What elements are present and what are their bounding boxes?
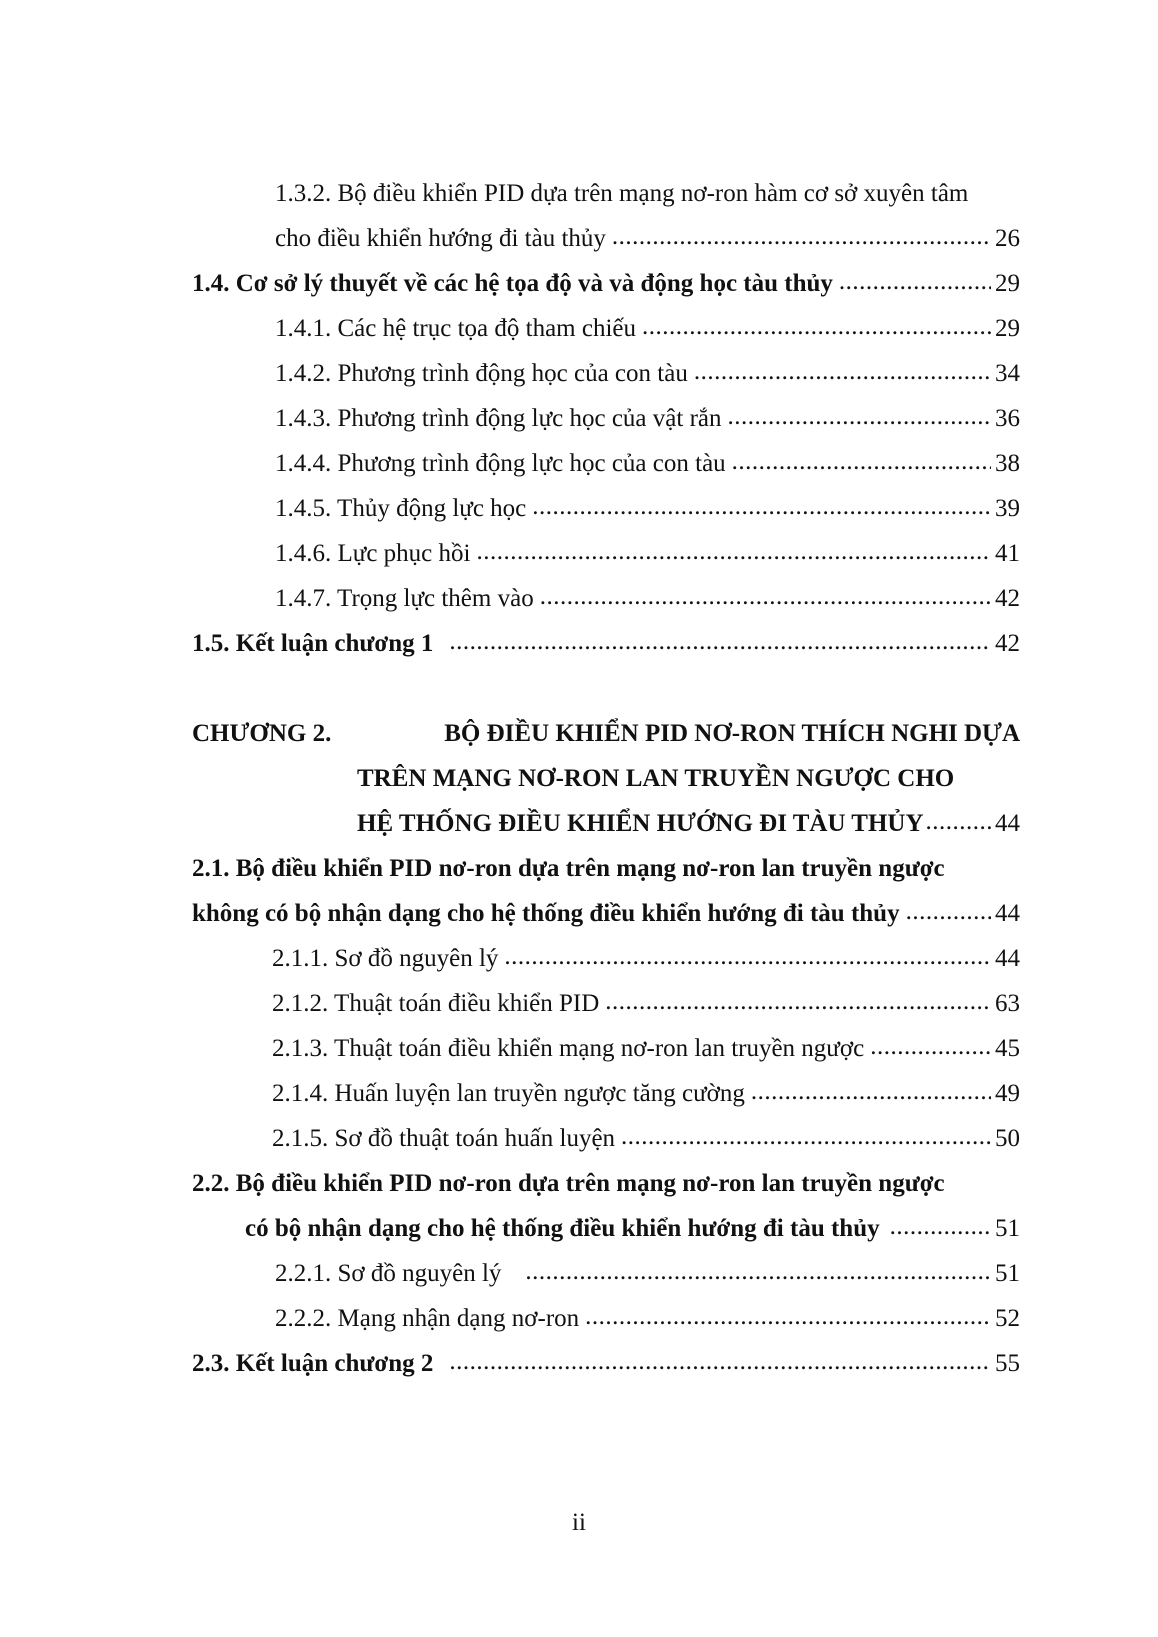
leader-dots xyxy=(621,1114,991,1159)
leader-dots xyxy=(727,394,991,439)
toc-entry-text: 2.2. Bộ điều khiển PID nơ-ron dựa trên mạng nơ-ron lan truyền ngược xyxy=(192,1170,945,1197)
page-number: ii xyxy=(572,1509,586,1536)
toc-entry-text: 2.1.3. Thuật toán điều khiển mạng nơ-ron lan truyền ngược xyxy=(272,1035,865,1062)
toc-entry-1-4-7[interactable] xyxy=(275,576,1020,621)
toc-entry-1-4-4[interactable] xyxy=(275,441,1020,486)
leader-dots xyxy=(642,304,991,349)
toc-entry-2-2-1[interactable] xyxy=(275,1251,1020,1296)
toc-entry-1-5[interactable] xyxy=(192,621,1020,666)
toc-page-number: 29 xyxy=(995,270,1020,297)
toc-page-number: 63 xyxy=(995,990,1020,1017)
toc-entry-text: 2.1.1. Sơ đồ nguyên lý xyxy=(272,945,499,972)
toc-entry-text: 1.4.4. Phương trình động lực học của con tàu xyxy=(275,450,726,477)
leader-dots xyxy=(476,529,991,574)
toc-entry-2-2-2[interactable] xyxy=(275,1296,1020,1341)
toc-entry-2-1-line1 xyxy=(192,846,1020,891)
leader-dots xyxy=(540,574,991,619)
toc-entry-2-2-line1 xyxy=(192,1161,1020,1206)
toc-entry-text: 2.1.5. Sơ đồ thuật toán huấn luyện xyxy=(272,1125,616,1152)
leader-dots xyxy=(612,214,991,259)
chapter-2-heading-line3[interactable] xyxy=(357,801,1020,846)
toc-page-number: 39 xyxy=(995,495,1020,522)
toc-page-number: 51 xyxy=(995,1260,1020,1287)
toc-entry-2-1[interactable] xyxy=(192,891,1020,936)
leader-dots xyxy=(890,1204,991,1249)
toc-entry-text: 2.1. Bộ điều khiển PID nơ-ron dựa trên mạng nơ-ron lan truyền ngược xyxy=(192,855,945,882)
leader-dots xyxy=(732,439,991,484)
toc-page-number: 52 xyxy=(995,1305,1020,1332)
leader-dots xyxy=(525,1249,991,1294)
toc-entry-1-4[interactable] xyxy=(192,261,1020,306)
leader-dots xyxy=(751,1069,991,1114)
toc-entry-1-4-5[interactable] xyxy=(275,486,1020,531)
toc-entry-1-3-2-line1 xyxy=(275,171,1020,216)
toc-entry-text: 1.4. Cơ sở lý thuyết về các hệ tọa độ và và động học tàu thủy xyxy=(192,270,833,297)
toc-entry-2-1-2[interactable] xyxy=(272,981,1020,1026)
toc-page-number: 45 xyxy=(995,1035,1020,1062)
toc-page-number: 41 xyxy=(995,540,1020,567)
toc-page-number: 26 xyxy=(995,225,1020,252)
toc-entry-text: 2.1.4. Huấn luyện lan truyền ngược tăng cường xyxy=(272,1080,745,1107)
toc-entry-text: 2.3. Kết luận chương 2 xyxy=(192,1350,434,1377)
toc-page-number: 42 xyxy=(995,630,1020,657)
toc-entry-text: 1.4.6. Lực phục hồi xyxy=(275,540,471,567)
leader-dots xyxy=(449,619,991,664)
toc-page-number: 36 xyxy=(995,405,1020,432)
toc-entry-text: có bộ nhận dạng cho hệ thống điều khiển hướng đi tàu thủy xyxy=(245,1215,880,1242)
toc-entry-text: 1.4.3. Phương trình động lực học của vật rắn xyxy=(275,405,722,432)
toc-entry-1-4-1[interactable] xyxy=(275,306,1020,351)
leader-dots xyxy=(906,889,991,934)
toc-entry-text: 1.4.2. Phương trình động học của con tàu xyxy=(275,360,688,387)
toc-page-number: 55 xyxy=(995,1350,1020,1377)
toc-entry-text: 2.2.1. Sơ đồ nguyên lý xyxy=(275,1260,502,1287)
leader-dots xyxy=(605,979,991,1024)
toc-entry-1-4-2[interactable] xyxy=(275,351,1020,396)
toc-page-number: 29 xyxy=(995,315,1020,342)
chapter-title-part: BỘ ĐIỀU KHIỂN PID NƠ-RON THÍCH NGHI DỰA xyxy=(444,720,1020,747)
toc-entry-1-4-6[interactable] xyxy=(275,531,1020,576)
toc-entry-text: 1.3.2. Bộ điều khiển PID dựa trên mạng nơ-ron hàm cơ sở xuyên tâm xyxy=(275,180,969,207)
toc-entry-text: 1.4.7. Trọng lực thêm vào xyxy=(275,585,534,612)
toc-page-number: 44 xyxy=(995,945,1020,972)
toc-entry-text: cho điều khiển hướng đi tàu thủy xyxy=(275,225,606,252)
toc-page-number: 42 xyxy=(995,585,1020,612)
toc-entry-2-1-3[interactable] xyxy=(272,1026,1020,1071)
toc-entry-text: 1.5. Kết luận chương 1 xyxy=(192,630,434,657)
toc-entry-2-3[interactable] xyxy=(192,1341,1020,1386)
toc-entry-2-1-1[interactable] xyxy=(272,936,1020,981)
toc-entry-text: 2.1.2. Thuật toán điều khiển PID xyxy=(272,990,600,1017)
toc-page-number: 51 xyxy=(995,1215,1020,1242)
toc-entry-2-1-5[interactable] xyxy=(272,1116,1020,1161)
toc-page-number: 49 xyxy=(995,1080,1020,1107)
toc-page-number: 38 xyxy=(995,450,1020,477)
chapter-title-part: HỆ THỐNG ĐIỀU KHIỂN HƯỚNG ĐI TÀU THỦY xyxy=(357,810,924,837)
toc-page-number: 34 xyxy=(995,360,1020,387)
leader-dots xyxy=(839,259,991,304)
toc-entry-1-4-3[interactable] xyxy=(275,396,1020,441)
leader-dots xyxy=(449,1339,991,1384)
leader-dots xyxy=(694,349,991,394)
toc-entry-2-2[interactable] xyxy=(245,1206,1020,1251)
chapter-title-part: TRÊN MẠNG NƠ-RON LAN TRUYỀN NGƯỢC CHO xyxy=(357,765,955,792)
leader-dots xyxy=(532,484,991,529)
toc-page-number: 44 xyxy=(995,900,1020,927)
toc-page-number: 44 xyxy=(995,810,1020,837)
leader-dots xyxy=(926,799,991,844)
toc-entry-text: không có bộ nhận dạng cho hệ thống điều khiển hướng đi tàu thủy xyxy=(192,900,900,927)
toc-entry-text: 1.4.5. Thủy động lực học xyxy=(275,495,527,522)
toc-entry-text: 2.2.2. Mạng nhận dạng nơ-ron xyxy=(275,1305,580,1332)
leader-dots xyxy=(504,934,991,979)
chapter-label: CHƯƠNG 2. xyxy=(192,720,332,747)
leader-dots xyxy=(585,1294,991,1339)
chapter-2-heading-line1[interactable] xyxy=(192,711,1020,756)
toc-entry-1-3-2[interactable] xyxy=(275,216,1020,261)
chapter-2-heading-line2 xyxy=(357,756,1020,801)
toc-page-number: 50 xyxy=(995,1125,1020,1152)
toc-entry-text: 1.4.1. Các hệ trục tọa độ tham chiếu xyxy=(275,315,636,342)
leader-dots xyxy=(870,1024,991,1069)
toc-entry-2-1-4[interactable] xyxy=(272,1071,1020,1116)
